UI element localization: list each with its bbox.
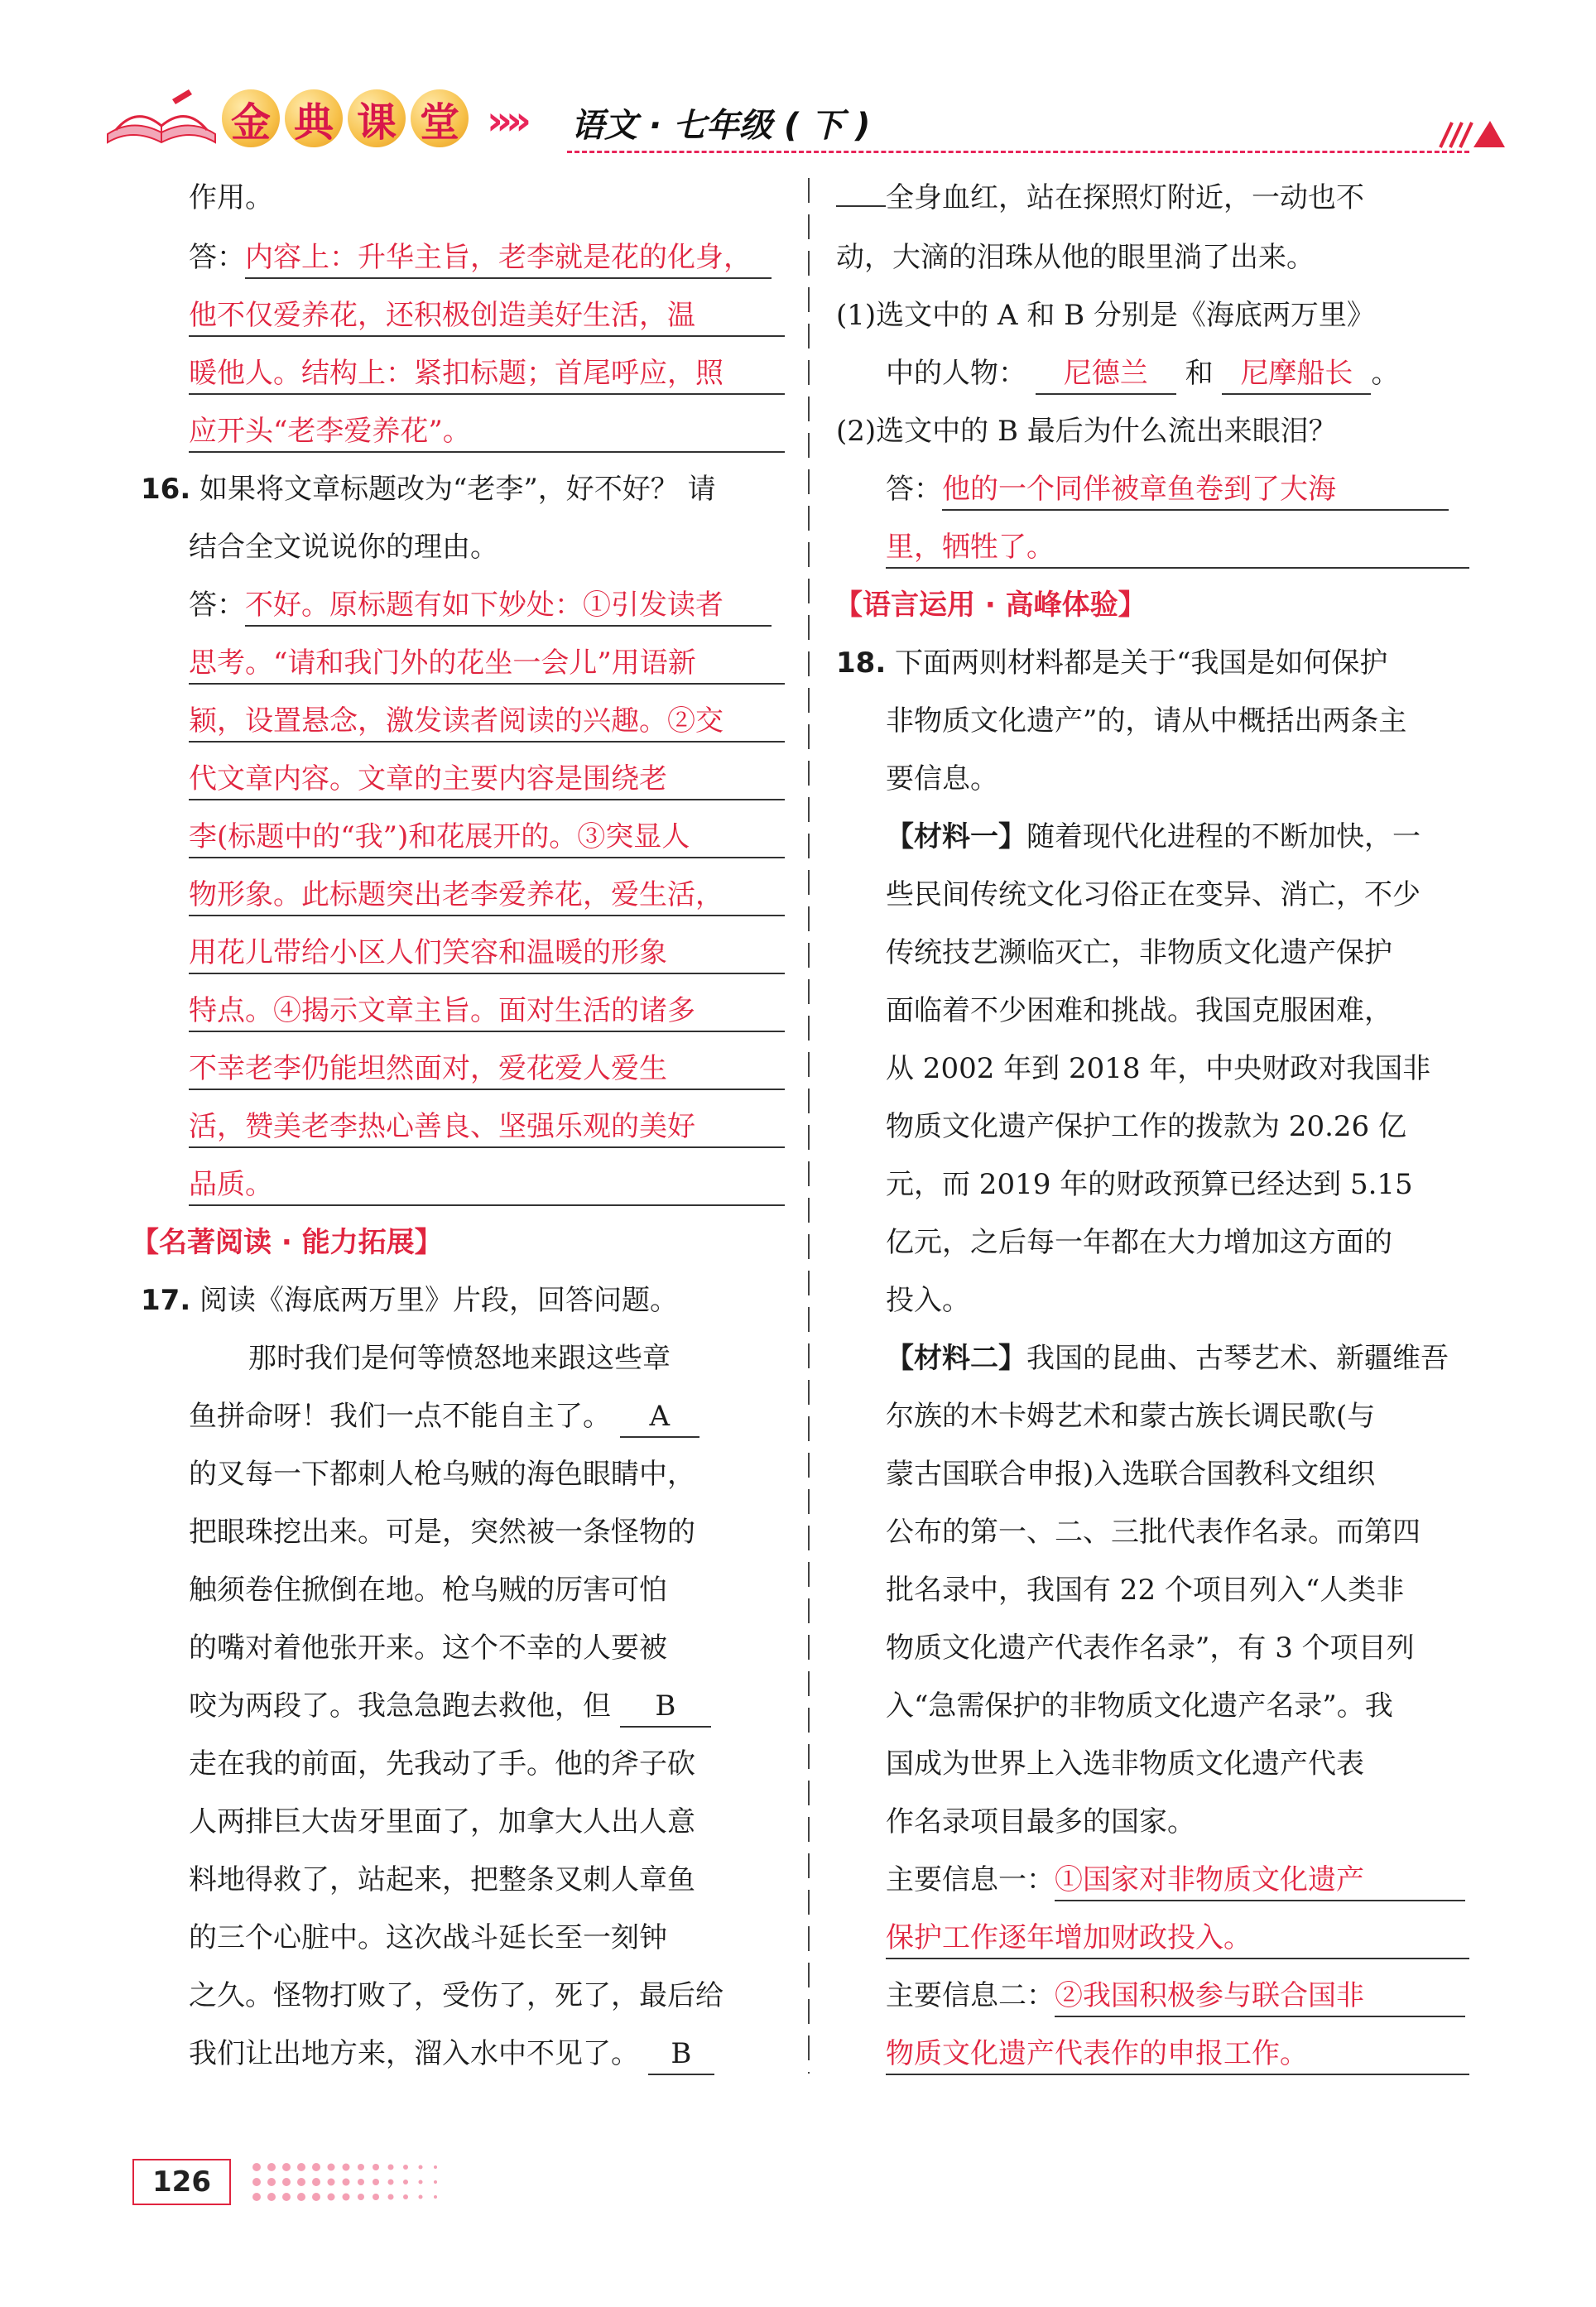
info-line <box>886 2034 1469 2074</box>
and-text: 和 <box>1185 357 1214 390</box>
material-line: 些民间传统文化习俗正在变异、消亡，不少 <box>886 878 1421 911</box>
question-text: 非物质文化遗产”的，请从中概括出两条主 <box>886 704 1407 738</box>
answer-line <box>189 643 785 683</box>
answer-line <box>189 238 772 277</box>
answer-label: 答： <box>189 589 245 622</box>
sub-question: (1)选文中的 A 和 B 分别是《海底两万里》 <box>836 299 1375 332</box>
open-book-icon <box>99 84 224 151</box>
brand-char: 金 <box>222 89 280 147</box>
blank-b: B <box>648 2034 714 2075</box>
passage-text: 鱼拼命呀！我们一点不能自主了。 <box>189 1400 611 1433</box>
answer-text: 用花儿带给小区人们笑容和温暖的形象 <box>189 933 785 974</box>
material-line: 物质文化遗产保护工作的拨款为 20.26 亿 <box>886 1110 1406 1143</box>
material-line: 面临着不少困难和挑战。我国克服困难， <box>886 994 1392 1027</box>
sub-question: (2)选文中的 B 最后为什么流出来眼泪？ <box>836 415 1337 448</box>
info-line <box>886 1976 1465 2016</box>
material-line: 物质文化遗产代表作名录”，有 3 个项目列 <box>886 1632 1415 1665</box>
question-number: 16. <box>141 473 191 506</box>
chevrons-icon: »» <box>487 98 526 144</box>
material-line: 元，而 2019 年的财政预算已经达到 5.15 <box>886 1168 1413 1201</box>
answer-text: 物形象。此标题突出老李爱养花，爱生活， <box>189 875 785 916</box>
material-line <box>886 817 1421 857</box>
answer-text: 他不仅爱养花，还积极创造美好生活，温 <box>189 296 785 337</box>
page-number: 126 <box>132 2159 231 2205</box>
period-text: 。 <box>1371 357 1400 390</box>
passage-line: 那时我们是何等愤怒地来跟这些章 <box>248 1342 671 1375</box>
passage-text: 咬为两段了。我急急跑去救他，但 <box>189 1689 611 1723</box>
answer-text: 暖他人。结构上：紧扣标题；首尾呼应，照 <box>189 353 785 395</box>
passage-line: 的嘴对着他张开来。这个不幸的人要被 <box>189 1632 667 1665</box>
material-line: 批名录中，我国有 22 个项目列入“人类非 <box>886 1574 1405 1607</box>
material-label: 【材料二】 <box>886 1342 1026 1375</box>
question-text: 结合全文说说你的理由。 <box>189 531 498 564</box>
answer-line <box>189 875 785 915</box>
material-label: 【材料一】 <box>886 820 1026 853</box>
passage-text: 我们让出地方来，溜入水中不见了。 <box>189 2037 639 2070</box>
answer-text: 不好。原标题有如下妙处：①引发读者 <box>245 585 772 627</box>
info-label: 主要信息一： <box>886 1863 1055 1896</box>
passage-line: 之久。怪物打败了，受伤了，死了，最后给 <box>189 1979 723 2012</box>
material-line: 入“急需保护的非物质文化遗产名录”。我 <box>886 1689 1393 1723</box>
question-text: 阅读《海底两万里》片段，回答问题。 <box>200 1284 679 1317</box>
passage-text: 全身血红，站在探照灯附近，一动也不 <box>886 181 1364 214</box>
question-text: 中的人物： <box>886 357 1026 390</box>
passage-line <box>189 1396 699 1436</box>
material-line: 亿元，之后每一年都在大力增加这方面的 <box>886 1226 1392 1259</box>
passage-line <box>189 1686 711 1726</box>
answer-text: 颖，设置悬念，激发读者阅读的兴趣。②交 <box>189 701 785 743</box>
answer-line <box>189 296 785 335</box>
answer-text: 内容上：升华主旨，老李就是花的化身， <box>245 238 772 279</box>
answer-label: 答： <box>886 473 942 506</box>
answer-line <box>189 585 772 625</box>
info-answer: ②我国积极参与联合国非 <box>1055 1976 1465 2017</box>
passage-line <box>189 2034 714 2074</box>
dot-pattern-icon <box>248 2159 522 2205</box>
brand-char: 课 <box>348 89 406 147</box>
info-answer: 物质文化遗产代表作的申报工作。 <box>886 2034 1469 2075</box>
answer-line <box>189 701 785 741</box>
answer-line <box>189 1107 785 1146</box>
answer-text: 李(标题中的“我”)和花展开的。③突显人 <box>189 817 785 858</box>
info-answer: 保护工作逐年增加财政投入。 <box>886 1918 1469 1959</box>
material-line: 从 2002 年到 2018 年，中央财政对我国非 <box>886 1052 1431 1085</box>
question-number: 18. <box>836 646 887 680</box>
material-line: 投入。 <box>886 1284 970 1317</box>
answer-text: 他的一个同伴被章鱼卷到了大海 <box>942 469 1449 511</box>
answer-a: 尼德兰 <box>1036 353 1176 395</box>
question-number: 17. <box>141 1284 191 1317</box>
answer-line <box>189 991 785 1031</box>
passage-line: 的叉每一下都刺人枪乌贼的海色眼睛中， <box>189 1458 695 1491</box>
material-line: 蒙古国联合申报)入选联合国教科文组织 <box>886 1458 1376 1491</box>
question-18 <box>836 643 1387 683</box>
material-line: 公布的第一、二、三批代表作名录。而第四 <box>886 1516 1421 1549</box>
material-line: 作名录项目最多的国家。 <box>886 1805 1195 1838</box>
question-17 <box>141 1281 678 1320</box>
answer-line <box>886 469 1449 509</box>
stripes-icon <box>1432 116 1507 149</box>
material-line: 尔族的木卡姆艺术和蒙古族长调民歌(与 <box>886 1400 1376 1433</box>
page-header <box>91 74 1498 166</box>
answer-line <box>189 411 785 451</box>
passage-line: 料地得救了，站起来，把整条叉刺人章鱼 <box>189 1863 695 1896</box>
answer-text: 不幸老李仍能坦然面对，爱花爱人爱生 <box>189 1049 785 1090</box>
question-text: 下面两则材料都是关于“我国是如何保护 <box>895 646 1388 680</box>
answer-line <box>189 759 785 799</box>
answer-text: 代文章内容。文章的主要内容是围绕老 <box>189 759 785 800</box>
answer-line <box>189 1049 785 1089</box>
passage-line: 动，大滴的泪珠从他的眼里淌了出来。 <box>836 241 1315 274</box>
brand-title <box>222 89 469 147</box>
answer-line <box>189 353 785 393</box>
answer-text: 特点。④揭示文章主旨。面对生活的诸多 <box>189 991 785 1032</box>
material-line: 传统技艺濒临灭亡，非物质文化遗产保护 <box>886 936 1392 969</box>
header-rule <box>567 151 1469 153</box>
passage-line: 人两排巨大齿牙里面了，加拿大人出人意 <box>189 1805 695 1838</box>
question-text: 要信息。 <box>886 762 998 795</box>
answer-text: 里，牺牲了。 <box>886 527 1469 569</box>
info-line <box>886 1918 1469 1958</box>
info-line <box>886 1860 1465 1900</box>
blank-b: B <box>620 1686 711 1728</box>
section-heading: 【语言运用 · 高峰体验】 <box>834 589 1147 622</box>
brand-char: 堂 <box>411 89 469 147</box>
sub-question <box>886 353 1399 393</box>
subject-label: 语文 · 七年级 ( 下 ) <box>571 107 871 145</box>
blank-line <box>836 205 886 207</box>
passage-line: 触须卷住掀倒在地。枪乌贼的厉害可怕 <box>189 1574 667 1607</box>
brand-char: 典 <box>285 89 343 147</box>
question-text: 如果将文章标题改为“老李”，好不好？ 请 <box>200 473 716 506</box>
answer-label: 答： <box>189 241 245 274</box>
material-text: 随着现代化进程的不断加快，一 <box>1026 820 1421 853</box>
answer-line <box>189 1165 785 1204</box>
answer-line <box>189 817 785 857</box>
section-heading: 【名著阅读 · 能力拓展】 <box>131 1226 443 1259</box>
info-label: 主要信息二： <box>886 1979 1055 2012</box>
answer-text: 品质。 <box>189 1165 785 1206</box>
passage-line: 的三个心脏中。这次战斗延长至一刻钟 <box>189 1921 667 1954</box>
answer-line <box>886 527 1469 567</box>
text-line: 作用。 <box>189 181 273 214</box>
column-divider <box>796 178 821 2074</box>
answer-b: 尼摩船长 <box>1222 353 1371 395</box>
material-line <box>886 1339 1449 1378</box>
passage-line: 把眼珠挖出来。可是，突然被一条怪物的 <box>189 1516 695 1549</box>
answer-text: 应开头“老李爱养花”。 <box>189 411 785 453</box>
info-answer: ①国家对非物质文化遗产 <box>1055 1860 1465 1901</box>
passage-line: 走在我的前面，先我动了手。他的斧子砍 <box>189 1747 695 1781</box>
answer-text: 活，赞美老李热心善良、坚强乐观的美好 <box>189 1107 785 1148</box>
material-line: 国成为世界上入选非物质文化遗产代表 <box>886 1747 1364 1781</box>
material-text: 我国的昆曲、古琴艺术、新疆维吾 <box>1026 1342 1449 1375</box>
answer-line <box>189 933 785 973</box>
answer-text: 思考。“请和我门外的花坐一会儿”用语新 <box>189 643 785 685</box>
passage-line <box>836 178 1364 218</box>
blank-a: A <box>620 1396 699 1438</box>
question-16 <box>141 469 716 509</box>
